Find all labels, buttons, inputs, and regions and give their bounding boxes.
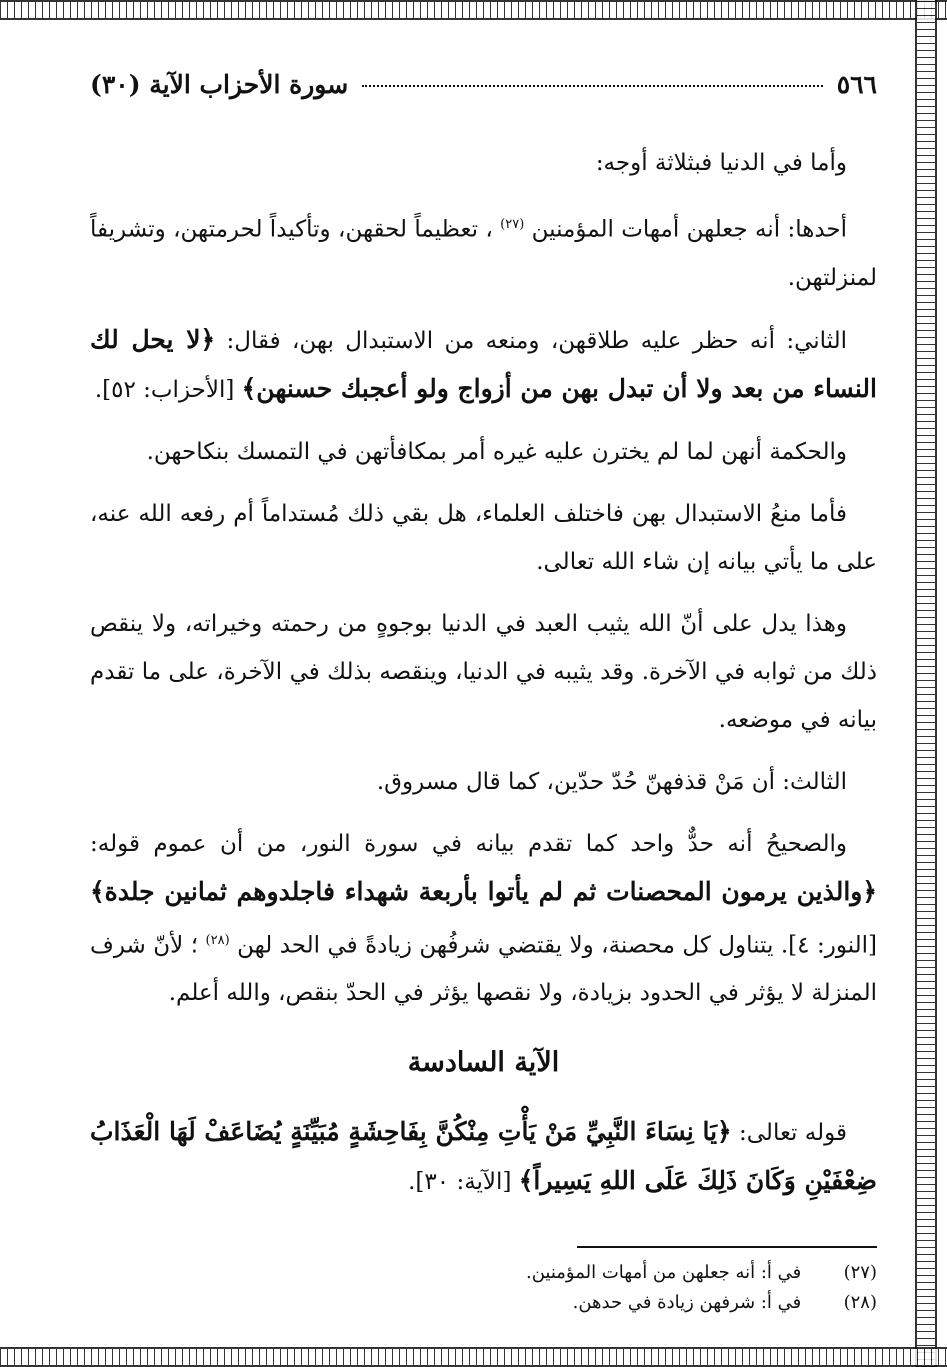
footnote-number: (٢٨)	[843, 1292, 877, 1314]
verse-ref: [الآية: ٣٠].	[408, 1169, 512, 1196]
ornamental-border-bottom	[0, 1347, 947, 1367]
footnote-ref-27[interactable]: (٢٧)	[500, 217, 525, 232]
header-dots	[362, 85, 823, 87]
section-title: الآية السادسة	[407, 1047, 560, 1079]
paragraph-3	[90, 316, 877, 414]
paragraph-3-ref: [الأحزاب: ٥٢].	[94, 376, 235, 403]
surah-title: سورة الأحزاب الآية (٣٠)	[90, 70, 349, 99]
paragraph-8-text-b: [النور: ٤]. يتناول كل محصنة، ولا يقتضي شرفُهن زيادةً في الحد لهن	[237, 932, 878, 959]
footnote-number: (٢٧)	[843, 1262, 877, 1284]
page-content	[90, 60, 877, 1318]
verse-text: ﴿يَا نِسَاءَ النَّبِيِّ مَنْ يَأْتِ مِنْكُنَّ بِفَاحِشَةٍ مُبَيِّنَةٍ يُضَاعَفْ لَهَا الْعَذَابُ ضِعْفَيْنِ وَكَانَ ذَلِكَ عَلَى اللهِ يَسِيراً﴾	[90, 1117, 877, 1196]
paragraph-2-text-a: أحدها: أنه جعلهن أمهات المؤمنين	[531, 216, 848, 243]
paragraph-2	[90, 201, 877, 302]
footnote-divider	[577, 1246, 877, 1248]
running-header	[90, 70, 877, 99]
footnote-28	[90, 1288, 877, 1318]
page-number: ٥٦٦	[836, 70, 877, 99]
paragraph-7: الثالث: أن مَنْ قذفهنّ حُدّ حدّين، كما قال مسروق.	[376, 768, 847, 795]
paragraph-8-text-c: ؛ لأنّ شرف المنزلة لا يؤثر في الحدود بزيادة، ولا نقصها يؤثر في الحدّ بنقص، والله أعلم.	[90, 932, 877, 1007]
verse-paragraph	[90, 1108, 877, 1206]
paragraph-2-text-b: ، تعظيماً لحقهن، وتأكيداً لحرمتهن، وتشريفاً لمنزلتهن.	[90, 216, 877, 291]
footnote-ref-28[interactable]: (٢٨)	[205, 932, 230, 948]
paragraph-3-text-a: الثاني: أنه حظر عليه طلاقهن، ومنعه من الاستبدال بهن، فقال:	[226, 327, 848, 354]
paragraph-4: والحكمة أنهن لما لم يخترن عليه غيره أمر بمكافأتهن في التمسك بنكاحهن.	[146, 438, 847, 465]
paragraph-1: وأما في الدنيا فبثلاثة أوجه:	[595, 150, 847, 176]
footnote-text: في أ: شرفهن زيادة في حدهن.	[572, 1292, 802, 1314]
ornamental-border-right	[915, 0, 937, 1367]
quran-quote-nur-4: ﴿والذين يرمون المحصنات ثم لم يأتوا بأربعة شهداء فاجلدوهم ثمانين جلدة﴾	[90, 876, 877, 906]
paragraph-5: فأما منعُ الاستبدال بهن فاختلف العلماء، هل بقي ذلك مُستداماً أم رفعه الله عنه، على ما يأتي بيانه إن شاء الله تعالى.	[90, 500, 877, 575]
footnote-text: في أ: أنه جعلهن من أمهات المؤمنين.	[526, 1262, 802, 1284]
paragraph-8-text-a: والصحيحُ أنه حدٌّ واحد كما تقدم بيانه في سورة النور، من أن عموم قوله:	[90, 830, 847, 857]
paragraph-6: وهذا يدل على أنّ الله يثيب العبد في الدنيا بوجوهٍ من رحمته وخيراته، ولا ينقص ذلك من ثوابه في الآخرة. وقد يثيبه في الدنيا، وينقصه بذلك في الآخرة، على ما تقدم بيانه في موضعه.	[90, 610, 877, 733]
paragraph-8	[90, 820, 877, 1018]
verse-intro: قوله تعالى:	[739, 1120, 847, 1147]
quran-quote-ahzab-52: ﴿لا يحل لك النساء من بعد ولا أن تبدل بهن من أزواج ولو أعجبك حسنهن﴾	[90, 324, 877, 403]
footnote-27	[90, 1258, 877, 1288]
ornamental-border-top	[0, 0, 947, 20]
